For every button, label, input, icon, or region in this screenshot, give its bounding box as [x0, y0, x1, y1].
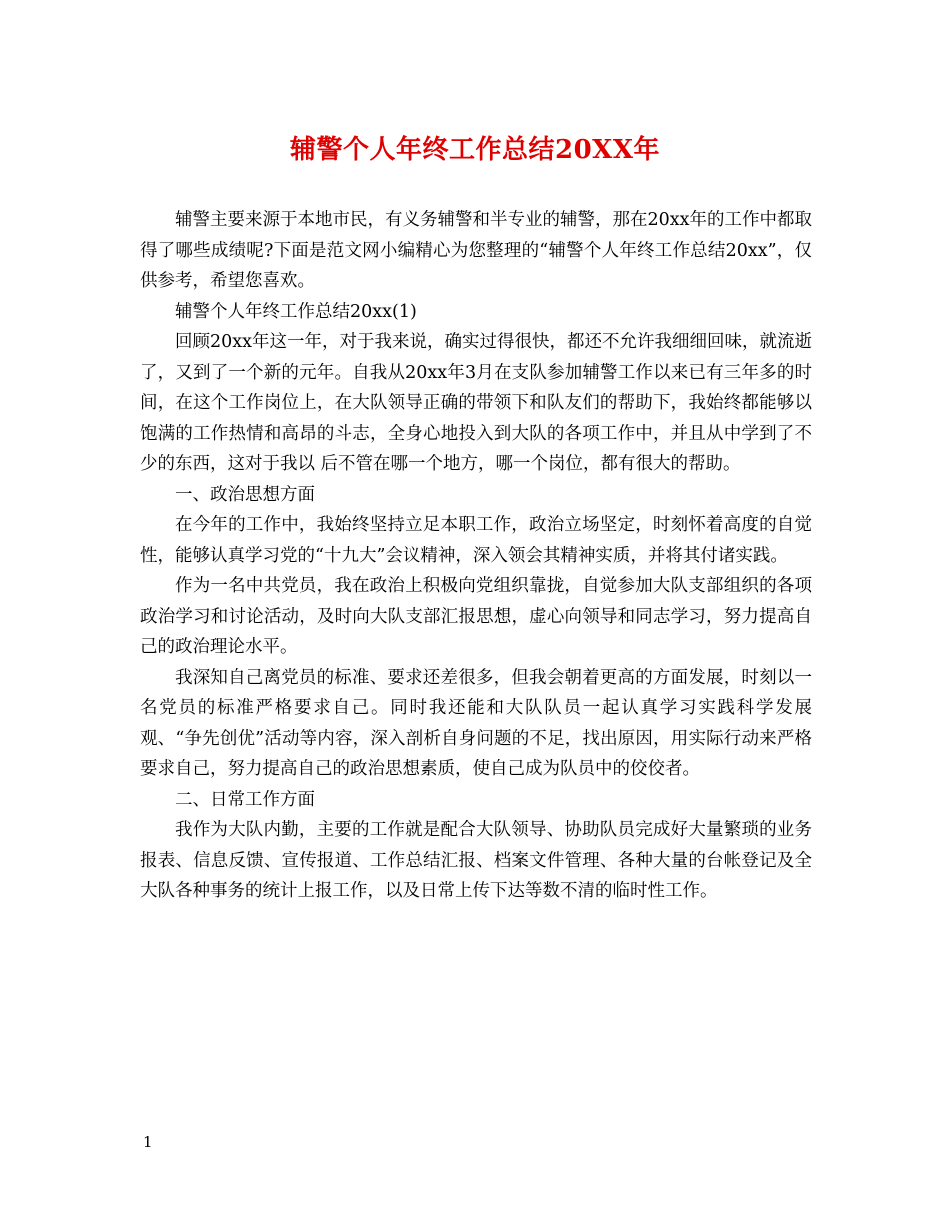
document-title: 辅警个人年终工作总结20XX年 [289, 135, 661, 165]
paragraph-daily-work: 我作为大队内勤，主要的工作就是配合大队领导、协助队员完成好大量繁琐的业务报表、信息反馈、宣传报道、工作总结汇报、档案文件管理、各种大量的台帐登记及全大队各种事务的统计上报工作，以及日常上传下达等数不清的临时性工作。 [140, 820, 812, 901]
paragraph-political-3: 我深知自己离党员的标准、要求还差很多，但我会朝着更高的方面发展，时刻以一名党员的标准严格要求自己。同时我还能和大队队员一起认真学习实践科学发展观、“争先创优”活动等内容，深入剖析自身问题的不足，找出原因，用实际行动来严格要求自己，努力提高自己的政治思想素质，使自己成为队员中的佼佼者。 [140, 667, 812, 779]
paragraph-intro: 辅警主要来源于本地市民，有义务辅警和半专业的辅警，那在20xx年的工作中都取得了哪些成绩呢?下面是范文网小编精心为您整理的“辅警个人年终工作总结20xx”，仅供参考，希望您喜欢。 [140, 210, 813, 291]
paragraph-political-2: 作为一名中共党员，我在政治上积极向党组织靠拢，自觉参加大队支部组织的各项政治学习和讨论活动，及时向大队支部汇报思想，虚心向领导和同志学习，努力提高自己的政治理论水平。 [140, 576, 812, 657]
document-body [140, 205, 812, 907]
section-heading-political: 一、政治思想方面 [175, 484, 315, 505]
paragraph-review: 回顾20xx年这一年，对于我来说，确实过得很快，都还不允许我细细回味，就流逝了，又到了一个新的元年。自我从20xx年3月在支队参加辅警工作以来已有三年多的时间，在这个工作岗位上，在大队领导正确的带领下和队友们的帮助下，我始终都能够以饱满的工作热情和高昂的斗志，全身心地投入到大队的各项工作中，并且从中学到了不少的东西，这对于我以 后不管在哪一个地方，哪一个岗位，都有很大的帮助。 [140, 332, 813, 474]
paragraph-subtitle: 辅警个人年终工作总结20xx(1) [175, 301, 417, 322]
page-number: 1 [143, 1133, 153, 1151]
section-heading-daily-work: 二、日常工作方面 [175, 789, 315, 810]
paragraph-political-1: 在今年的工作中，我始终坚持立足本职工作，政治立场坚定，时刻怀着高度的自觉性，能够认真学习党的“十九大”会议精神，深入领会其精神实质，并将其付诸实践。 [140, 515, 812, 566]
